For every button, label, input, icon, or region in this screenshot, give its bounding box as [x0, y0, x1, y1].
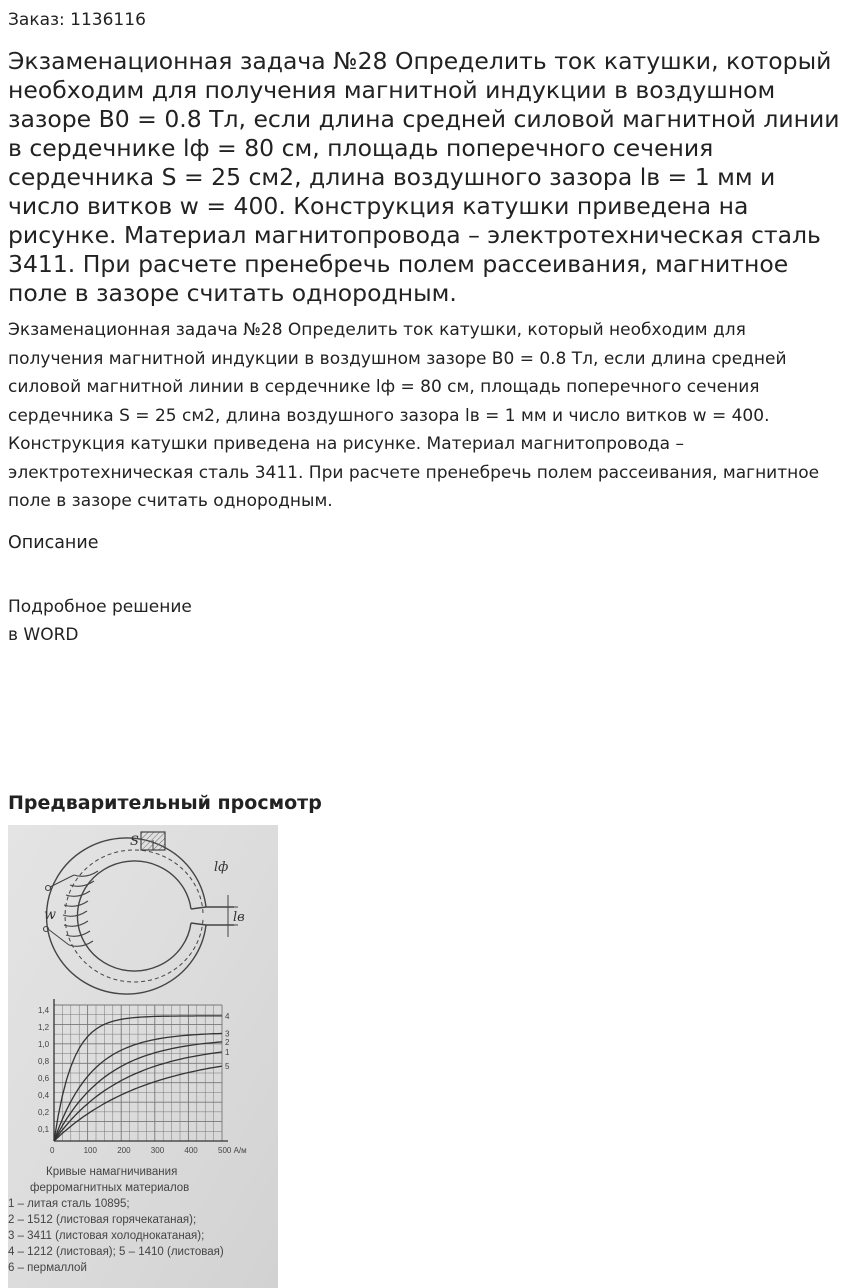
- y-tick-label: 0,8: [38, 1057, 50, 1066]
- x-tick-label: 500 А/м: [218, 1146, 247, 1155]
- x-tick-label: 300: [150, 1146, 165, 1155]
- label-lf: lф: [214, 860, 229, 875]
- description-heading: Описание: [8, 533, 99, 553]
- caption-line: 1 – литая сталь 10895;: [8, 1198, 130, 1210]
- label-w: w: [44, 907, 56, 923]
- y-tick-label: 0,1: [38, 1125, 50, 1134]
- curve-label: 1: [225, 1047, 230, 1057]
- label-lv: lв: [233, 910, 245, 925]
- caption-line: 2 – 1512 (листовая горячекатаная);: [8, 1214, 197, 1226]
- x-tick-label: 0: [50, 1146, 55, 1155]
- preview-image[interactable]: [8, 825, 278, 1288]
- solution-line-2: в WORD: [8, 625, 79, 645]
- label-s: S: [130, 834, 139, 849]
- caption-line: 4 – 1212 (листовая); 5 – 1410 (листовая): [8, 1246, 224, 1258]
- y-tick-label: 0,2: [38, 1108, 50, 1117]
- y-tick-label: 0,6: [38, 1074, 50, 1083]
- caption-line: 3 – 3411 (листовая холоднокатаная);: [8, 1230, 205, 1242]
- solution-info: [8, 593, 192, 649]
- curve-label: 3: [225, 1029, 230, 1039]
- y-tick-label: 1,4: [38, 1006, 50, 1015]
- preview-figure: [8, 825, 278, 1288]
- task-title: Экзаменационная задача №28 Определить ток катушки, который необходим для получения магнитной индукции в воздушном зазоре B0 = 0.8 Тл, если длина средней силовой магнитной линии в сердечнике lф = 80 см, площадь поперечного сечения сердечника S = 25 см2, длина воздушного зазора lв = 1 мм и число витков w = 400. Конструкция катушки приведена на рисунке. Материал магнитопровода – электротехническая сталь 3411. При расчете пренебречь полем рассеивания, магнитное поле в зазоре считать однородным.: [8, 47, 840, 307]
- caption-line: 6 – пермаллой: [8, 1262, 87, 1274]
- x-tick-label: 400: [184, 1146, 198, 1155]
- solution-line-1: Подробное решение: [8, 597, 192, 617]
- curve-label: 4: [225, 1011, 230, 1021]
- preview-heading: Предварительный просмотр: [8, 792, 322, 814]
- caption-line: Кривые намагничивания: [46, 1166, 178, 1178]
- task-description: Экзаменационная задача №28 Определить ток катушки, который необходим для получения магнитной индукции в воздушном зазоре B0 = 0.8 Тл, если длина средней силовой магнитной линии в сердечнике lф = 80 см, площадь поперечного сечения сердечника S = 25 см2, длина воздушного зазора lв = 1 мм и число витков w = 400. Конструкция катушки приведена на рисунке. Материал магнитопровода – электротехническая сталь 3411. При расчете пренебречь полем рассеивания, магнитное поле в зазоре считать однородным.: [8, 320, 820, 511]
- y-tick-label: 1,0: [38, 1040, 50, 1049]
- x-tick-label: 100: [83, 1146, 97, 1155]
- x-tick-label: 200: [117, 1146, 131, 1155]
- y-tick-label: 1,2: [38, 1023, 50, 1032]
- caption-line: ферромагнитных материалов: [30, 1182, 190, 1194]
- order-number: Заказ: 1136116: [8, 10, 146, 30]
- curve-label: 2: [225, 1037, 230, 1047]
- curve-label: 5: [225, 1062, 230, 1072]
- y-tick-label: 0,4: [38, 1091, 50, 1100]
